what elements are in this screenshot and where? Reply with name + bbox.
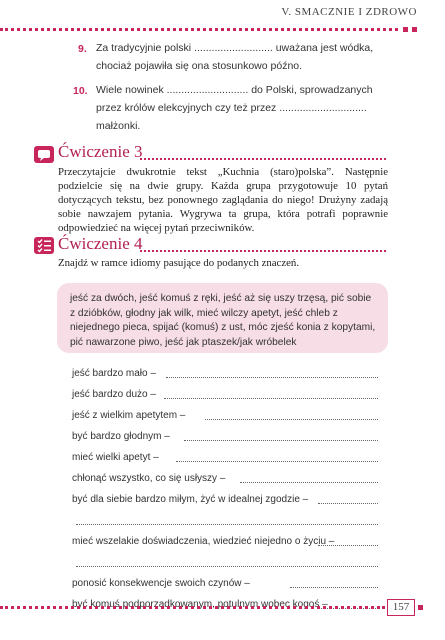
exercise-4-dotted-rule <box>140 250 386 252</box>
answer-line[interactable] <box>205 419 378 420</box>
exercise-4-instruction: Znajdź w ramce idiomy pasujące do podanych znaczeń. <box>58 257 300 269</box>
answer-line[interactable] <box>176 461 378 462</box>
exercise-3-title: Ćwiczenie 3 <box>58 142 143 161</box>
fill-in-item: ponosić konsekwencje swoich czynów – <box>72 578 250 589</box>
question-line: przez królów elekcyjnych czy też przez .............................. <box>96 102 367 114</box>
question-number: 9. <box>78 43 87 55</box>
section-header: V. SMACZNIE I ZDROWO <box>281 6 417 18</box>
fill-in-item: jeść bardzo dużo – <box>72 389 156 400</box>
fill-in-item: jeść bardzo mało – <box>72 368 156 379</box>
page-number: 157 <box>387 599 415 616</box>
answer-line[interactable] <box>318 503 378 504</box>
header-square-2 <box>412 27 417 32</box>
exercise-3-dotted-rule <box>140 158 386 160</box>
fill-in-item: być dla siebie bardzo miłym, żyć w idealnej zgodzie – <box>72 494 309 505</box>
footer-square <box>418 605 423 610</box>
question-number: 10. <box>73 85 88 97</box>
header-dotted-rule <box>0 28 398 31</box>
fill-in-item: być komuś podporządkowanym, potulnym wobec kogoś – <box>72 599 328 610</box>
fill-in-item: mieć wszelakie doświadczenia, wiedzieć niejedno o życiu – <box>72 536 335 547</box>
question-line: chociaż pojawiła się ona stosunkowo późno. <box>96 60 303 72</box>
footer-dotted-rule <box>0 606 385 609</box>
answer-line[interactable] <box>76 566 378 567</box>
fill-in-item: jeść z wielkim apetytem – <box>72 410 186 421</box>
question-line: małżonki. <box>96 120 141 132</box>
question-line: Za tradycyjnie polski ........................... uważana jest wódka, <box>96 42 374 54</box>
fill-in-item: mieć wielki apetyt – <box>72 452 159 463</box>
idioms-box-text: jeść za dwóch, jeść komuś z ręki, jeść aż się uszy trzęsą, pić sobie z dzióbków, głodny jak wilk, mieć wilczy apetyt, jeść chleb z niejednego pieca, spijać (komuś) z ust, móc zjeść konia z kopytami, pić nawarzone piwo, jeść jak ptaszek/jak wróbelek <box>70 293 376 348</box>
exercise-4-title: Ćwiczenie 4 <box>58 234 143 253</box>
checklist-icon <box>34 237 54 254</box>
answer-line[interactable] <box>166 377 378 378</box>
answer-line[interactable] <box>76 524 378 525</box>
answer-line[interactable] <box>164 398 378 399</box>
answer-line[interactable] <box>184 440 378 441</box>
question-line: Wiele nowinek ............................ do Polski, sprowadzanych <box>96 84 373 96</box>
checklist-icon-graphic <box>34 237 54 254</box>
answer-line[interactable] <box>290 587 378 588</box>
answer-line[interactable] <box>240 482 378 483</box>
fill-in-item: być bardzo głodnym – <box>72 431 170 442</box>
answer-line[interactable] <box>318 545 378 546</box>
speech-bubble-icon-graphic <box>34 146 54 163</box>
exercise-3-text: Przeczytajcie dwukrotnie tekst „Kuchnia (staro)polska”. Następnie podzielcie się na dwie grupy. Każda grupa przygotowuje 10 pytań dotyczących tekstu, bez ponownego zaglądania do niego! Drużyny zadają sobie nawzajem pytania. Wygrywa ta grupa, która potrafi poprawnie odpowiedzieć na więcej pytań przeciwników. <box>58 166 388 234</box>
fill-in-item: chłonąć wszystko, co się usłyszy – <box>72 473 226 484</box>
header-square-1 <box>403 27 408 32</box>
speech-bubble-icon <box>34 146 54 163</box>
